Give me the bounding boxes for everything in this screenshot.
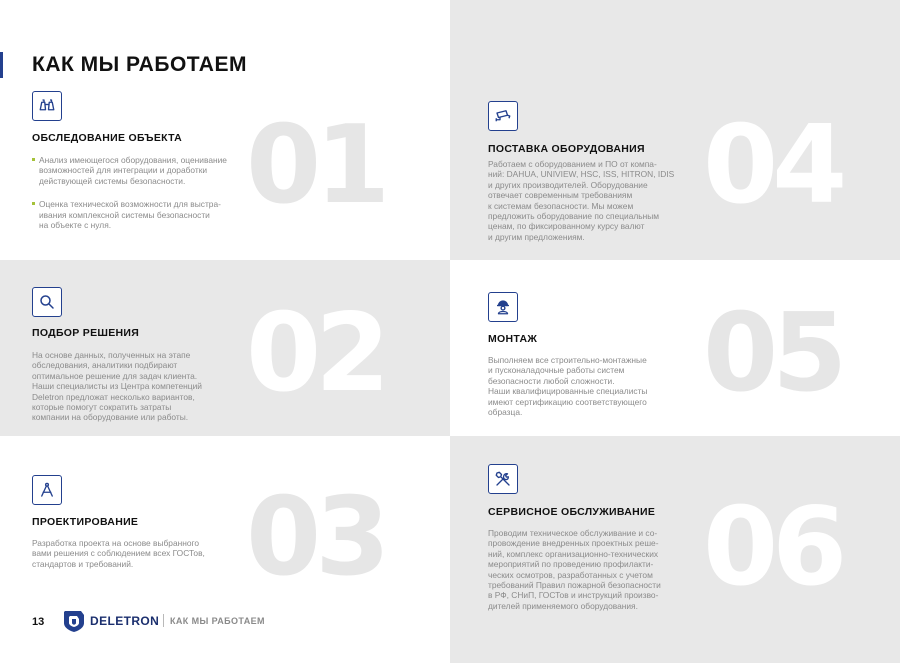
deletron-logo-icon <box>63 609 85 633</box>
page-title: КАК МЫ РАБОТАЕМ <box>32 53 247 76</box>
text-line: отвечает современным требованиям <box>488 190 633 201</box>
text-line: на объекте с нуля. <box>39 220 112 231</box>
text-line: Проводим техническое обслуживание и со- <box>488 528 658 538</box>
text-line: и пусконаладочные работы систем <box>488 365 625 376</box>
step-number: 03 <box>246 475 385 600</box>
step-number: 05 <box>703 291 842 416</box>
step-06-panel <box>450 436 900 663</box>
text-line: в РФ, СНиП, ГОСТов и инструкций произво- <box>488 590 659 601</box>
step-description <box>488 355 708 417</box>
drafting-compass-icon <box>32 475 62 505</box>
text-line: Работаем с оборудованием и ПО от компа- <box>488 159 657 169</box>
text-line: На основе данных, полученных на этапе <box>32 350 191 360</box>
step-05-panel <box>450 260 900 436</box>
text-line: образца. <box>488 407 523 418</box>
text-line: стандартов и требований. <box>32 558 134 569</box>
title-accent-bar <box>0 52 3 78</box>
wrench-screwdriver-icon <box>488 464 518 494</box>
text-line: к системам безопасности. Мы можем <box>488 200 634 211</box>
step-title: ОБСЛЕДОВАНИЕ ОБЪЕКТА <box>32 132 183 144</box>
step-number: 06 <box>703 485 842 610</box>
brand-name: DELETRON <box>90 614 160 628</box>
text-line: ивания комплексной системы безопасности <box>39 209 210 220</box>
text-line: имеют сертификацию соответствующего <box>488 396 647 407</box>
step-number: 04 <box>703 103 842 228</box>
text-line: Анализ имеющегося оборудования, оценивание <box>39 155 227 165</box>
text-line: ний, комплекс организационно-технических <box>488 548 659 559</box>
text-line: возможностей для интеграции и доработки <box>39 165 208 176</box>
text-line: и других производителей. Оборудование <box>488 179 648 190</box>
text-line: и другим предложениям. <box>488 231 585 242</box>
step-number: 02 <box>246 291 385 416</box>
text-line: Deletron предложат несколько вариантов, <box>32 391 195 402</box>
text-line: вами решения с соблюдением всех ГОСТов, <box>32 548 205 559</box>
text-line: ценам, по фиксированному курсу валют <box>488 221 645 232</box>
text-line: провождение внедренных проектных реше- <box>488 538 659 549</box>
page-number: 13 <box>32 616 45 628</box>
text-line: Наши квалифицированные специалисты <box>488 386 648 397</box>
text-line: обследования, аналитики подбирают <box>32 360 178 371</box>
text-line: безопасности любой сложности. <box>488 375 615 386</box>
binoculars-icon <box>32 91 62 121</box>
step-title: ПРОЕКТИРОВАНИЕ <box>32 516 139 528</box>
worker-helmet-icon <box>488 292 518 322</box>
footer-section-label: КАК МЫ РАБОТАЕМ <box>170 616 265 626</box>
text-line: мероприятий по проведению профилакти- <box>488 559 654 570</box>
text-line: Наши специалисты из Центра компетенций <box>32 381 202 392</box>
step-title: ПОСТАВКА ОБОРУДОВАНИЯ <box>488 143 645 155</box>
text-line: действующей системы безопасности. <box>39 175 186 186</box>
step-title: ПОДБОР РЕШЕНИЯ <box>32 327 140 339</box>
step-description <box>488 528 708 611</box>
text-line: предложить оборудование по специальным <box>488 211 660 222</box>
step-description <box>32 538 252 569</box>
bullet-item <box>32 155 252 186</box>
step-description <box>488 159 708 242</box>
text-line: Оценка технической возможности для выстра- <box>39 199 221 210</box>
step-bullet-list <box>32 155 252 230</box>
text-line: требований Правил пожарной безопасности <box>488 580 661 591</box>
text-line: компании на оборудование или работы. <box>32 412 189 423</box>
footer-divider <box>163 614 164 627</box>
step-03-panel <box>0 436 450 663</box>
text-line: оптимальное решение для задач клиента. <box>32 370 198 381</box>
step-title: МОНТАЖ <box>488 333 538 345</box>
step-number: 01 <box>246 103 385 228</box>
step-02-panel <box>0 260 450 436</box>
bullet-item <box>32 199 252 230</box>
text-line: Разработка проекта на основе выбранного <box>32 538 200 548</box>
text-line: которые помогут сократить затраты <box>32 402 172 413</box>
text-line: ческих осмотров, разработанных с учетом <box>488 569 653 580</box>
text-line: Выполняем все строительно-монтажные <box>488 355 647 365</box>
search-icon <box>32 287 62 317</box>
step-04-panel <box>450 0 900 260</box>
text-line: дителей применяемого оборудования. <box>488 600 638 611</box>
step-01-panel <box>0 0 450 260</box>
step-title: СЕРВИСНОЕ ОБСЛУЖИВАНИЕ <box>488 506 656 518</box>
security-camera-icon <box>488 101 518 131</box>
step-description <box>32 350 252 423</box>
text-line: ний: DAHUA, UNIVIEW, HSC, ISS, HITRON, IDIS <box>488 169 675 180</box>
